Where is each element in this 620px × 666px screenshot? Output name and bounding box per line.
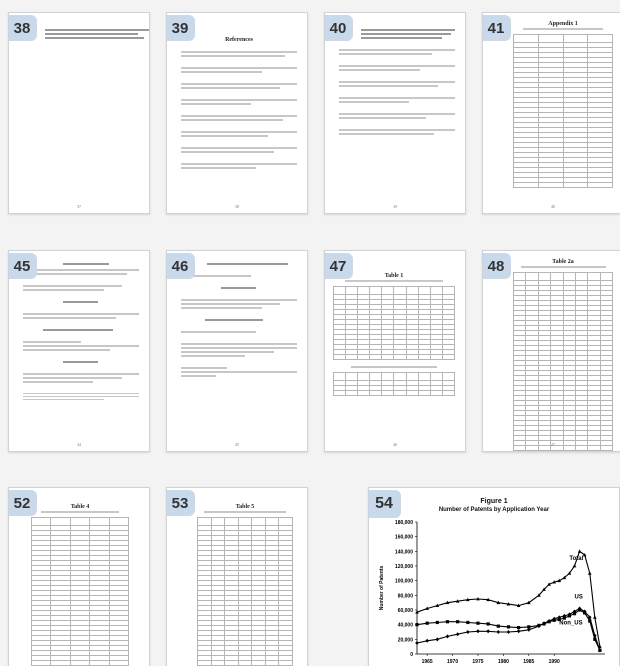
data-point [593,615,597,618]
y-tick-label: 20,000 [397,637,413,644]
page-text-block [23,27,139,199]
data-point [573,564,577,567]
data-point [487,622,490,625]
page-table-grid [513,34,613,188]
page-table [333,271,455,437]
page-number-badge: 45 [8,253,37,279]
y-axis-label: Number of Patents [379,565,385,611]
page-footer: 44 [77,442,81,447]
data-point [456,620,459,623]
data-point [466,630,470,634]
data-point [476,629,480,633]
data-point [507,625,510,628]
page-thumbnail-47[interactable] [324,250,466,452]
data-point [436,637,440,641]
page-number-badge: 53 [166,490,195,516]
page-thumbnail-45[interactable] [8,250,150,452]
page-thumbnail-41[interactable] [482,12,620,214]
data-point [496,630,500,634]
data-point [436,621,439,624]
page-thumbnail-52[interactable] [8,487,150,666]
page-table-grid [197,517,293,666]
page-table-grid [333,286,455,360]
series-label: Total [569,556,584,563]
data-point [486,629,490,633]
page-heading: Table 2a [552,259,574,265]
page-text-block [181,261,297,437]
data-point [517,626,520,629]
page-thumbnail-40[interactable] [324,12,466,214]
page-number-badge: 40 [324,15,353,41]
page-thumbnail-46[interactable] [166,250,308,452]
page-number-badge: 38 [8,15,37,41]
y-tick-label: 120,000 [394,564,413,570]
data-point [425,639,429,643]
page-footer: 37 [77,204,81,209]
page-table-grid-b [333,372,455,396]
page-footer: 45 [235,442,239,447]
y-tick-label: 180,000 [394,520,413,526]
data-point [426,622,429,625]
page-footer: 47 [551,442,555,447]
x-tick-label: 1965 [421,659,433,665]
y-tick-label: 0 [410,652,413,658]
data-point [415,623,418,626]
page-footer: 40 [551,204,555,209]
data-point [497,625,500,628]
page-thumbnail-39[interactable] [166,12,308,214]
page-heading: Table 1 [384,273,404,279]
page-table-grid [31,517,129,666]
data-point [476,622,479,625]
data-point [446,620,449,623]
page-heading: Table 4 [70,504,90,510]
data-point [517,629,521,633]
data-point [446,634,450,638]
page-footer: 39 [393,204,397,209]
page-number-badge: 54 [368,490,401,518]
page-thumbnail-48[interactable] [482,250,620,452]
data-point [415,641,419,645]
page-heading: Table 5 [235,504,255,510]
page-thumbnail-54[interactable] [368,487,620,666]
page-footer: 46 [393,442,397,447]
x-tick-label: 1985 [523,659,535,665]
page-number-badge: 46 [166,253,195,279]
x-tick-label: 1975 [472,659,484,665]
y-tick-label: 60,000 [397,608,413,614]
x-tick-label: 1980 [497,659,509,665]
series-label: Non_US [559,620,583,627]
x-tick-label: 1990 [548,659,560,665]
page-text-block [181,35,297,199]
page-thumbnail-53[interactable] [166,487,308,666]
page-number-badge: 52 [8,490,37,516]
y-tick-label: 40,000 [397,622,413,629]
page-number-badge: 41 [482,15,511,41]
page-table [31,502,129,652]
data-point [466,621,469,624]
y-tick-label: 100,000 [394,578,413,585]
page-footer: 38 [235,204,239,209]
page-table [513,257,613,437]
page-number-badge: 39 [166,15,195,41]
data-point [456,632,460,636]
page-number-badge: 48 [482,253,511,279]
page-text-block [23,261,139,437]
page-table [513,19,613,199]
data-point [588,571,592,574]
data-point [578,549,582,552]
page-heading: Appendix 1 [548,21,578,27]
page-table-grid [513,272,613,452]
page-table [197,502,293,652]
page-thumbnail-38[interactable] [8,12,150,214]
y-tick-label: 160,000 [394,534,413,541]
page-number-badge: 47 [324,253,353,279]
y-tick-label: 80,000 [397,593,413,600]
y-tick-label: 140,000 [394,549,413,556]
patents-line-chart [369,488,619,666]
series-label: US [574,594,583,601]
x-tick-label: 1970 [447,659,459,665]
page-text-block [339,27,455,199]
figure-subtitle: Number of Patents by Application Year [438,507,550,513]
figure-title: Figure 1 [480,498,508,505]
page-heading: References [225,37,253,43]
data-point [507,630,511,634]
